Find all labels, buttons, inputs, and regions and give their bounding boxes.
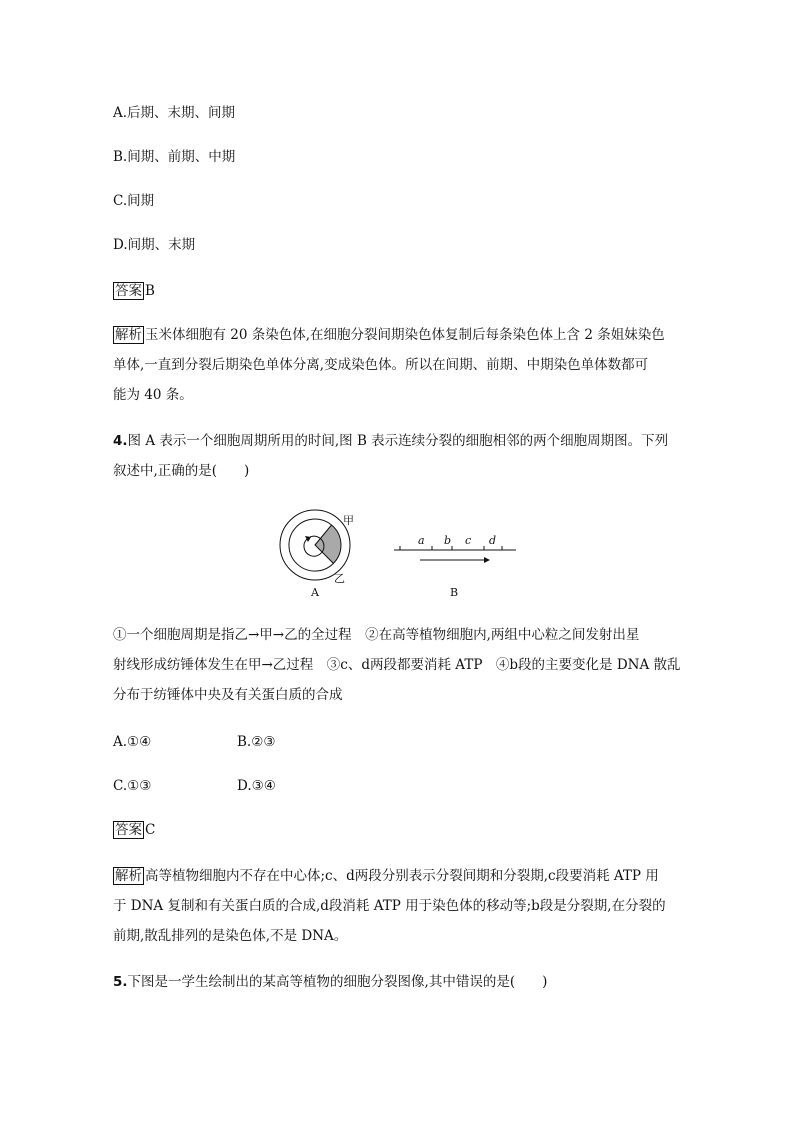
analysis-line-1 (113, 326, 665, 344)
figure-b-arrow-head (484, 557, 490, 563)
q4-stem-line-2: 叙述中,正确的是( ) (113, 463, 250, 479)
analysis-tag: 解析 (115, 327, 142, 343)
q4-statement-line-2: 射线形成纺锤体发生在甲→乙过程 ③c、d两段都要消耗 ATP ④b段的主要变化是 DNA 散乱 (113, 657, 681, 673)
q4-statement-line-3: 分布于纺锤体中央及有关蛋白质的合成 (113, 687, 343, 703)
q4-analysis-line-2: 于 DNA 复制和有关蛋白质的合成,d段消耗 ATP 用于染色体的移动等;b段是分裂期,在分裂的 (113, 898, 666, 914)
option-d: D.间期、末期 (113, 237, 196, 253)
option-a: A.后期、末期、间期 (113, 105, 236, 121)
q4-option-a: A.①④ (113, 734, 152, 750)
q4-option-b: B.②③ (237, 734, 276, 750)
option-c: C.间期 (113, 193, 155, 209)
q4-answer-value: C (145, 822, 156, 838)
q4-option-d: D.③④ (237, 778, 276, 794)
q4-stem-line-1 (113, 432, 668, 450)
answer-line (113, 282, 155, 300)
figure-b-label-d: d (489, 534, 497, 547)
analysis-line-3: 能为 40 条。 (113, 387, 193, 403)
analysis-text: 玉米体细胞有 20 条染色体,在细胞分裂间期染色体复制后每条染色体上含 2 条姐妹染色 (145, 327, 665, 343)
q4-answer-line (113, 821, 155, 839)
q4-analysis-line-1 (113, 867, 659, 885)
q4-analysis-text: 高等植物细胞内不存在中心体;c、d两段分别表示分裂间期和分裂期,c段要消耗 ATP 用 (145, 868, 659, 884)
q4-option-c: C.①③ (113, 778, 152, 794)
figure-a-label-jia: 甲 (343, 514, 354, 527)
q4-analysis-line-3: 前期,散乱排列的是染色体,不是 DNA。 (113, 928, 348, 944)
q4-answer-tag: 答案 (115, 822, 142, 838)
figure-a-arrow-head (305, 536, 311, 542)
q4-number: 4. (113, 433, 128, 449)
analysis-line-2: 单体,一直到分裂后期染色单体分离,变成染色体。所以在间期、前期、中期染色单体数都可 (113, 357, 649, 373)
figure-a-shaded-sector (315, 525, 341, 563)
q4-analysis-tag: 解析 (115, 868, 142, 884)
q4-statement-line-1: ①一个细胞周期是指乙→甲→乙的全过程 ②在高等植物细胞内,两组中心粒之间发射出星 (113, 627, 640, 643)
q4-stem-text: 图 A 表示一个细胞周期所用的时间,图 B 表示连续分裂的细胞相邻的两个细胞周期图。下列 (127, 433, 669, 449)
q5-stem-line (113, 973, 547, 991)
figure-a-label-yi: 乙 (334, 572, 345, 585)
answer-value: B (145, 283, 155, 299)
figure-a-caption: A (311, 586, 319, 599)
figure-b-label-a: a (418, 534, 425, 547)
figure-b-label-c: c (465, 534, 472, 547)
option-b: B.间期、前期、中期 (113, 149, 236, 165)
figure-b (390, 530, 520, 570)
q5-stem-text: 下图是一学生绘制出的某高等植物的细胞分裂图像,其中错误的是( ) (127, 974, 548, 990)
q5-number: 5. (113, 974, 128, 990)
figure-b-caption: B (450, 586, 459, 599)
figure-b-label-b: b (444, 534, 452, 547)
answer-tag: 答案 (115, 283, 142, 299)
